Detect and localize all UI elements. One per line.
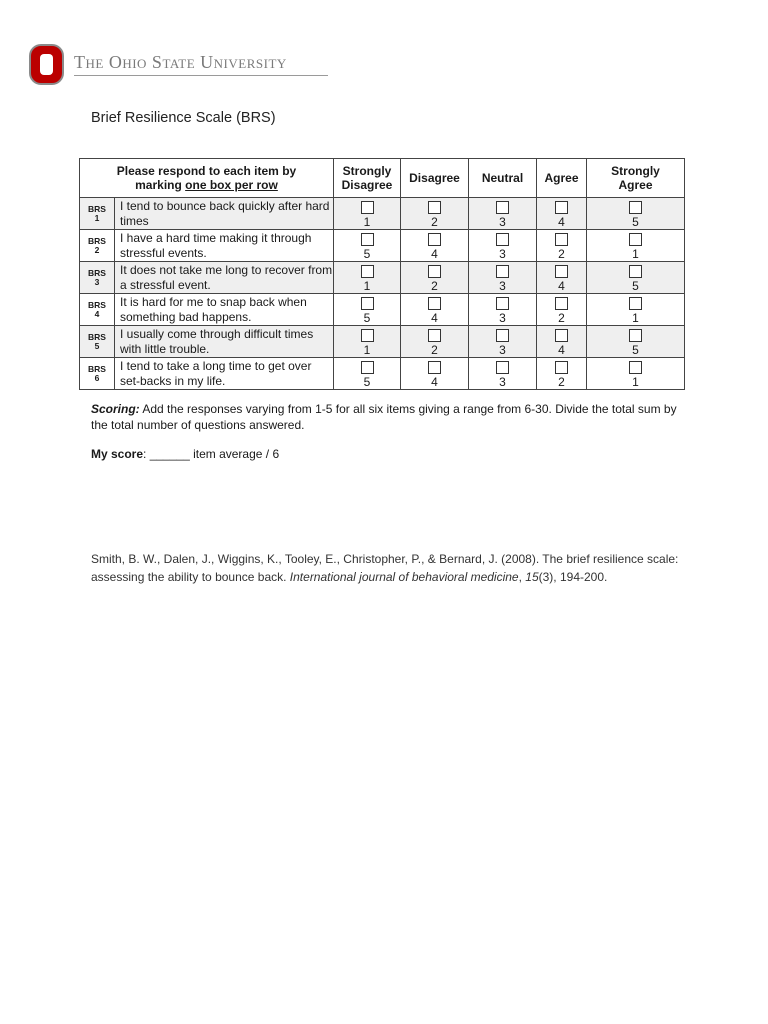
response-score: 4 bbox=[431, 247, 438, 261]
response-option bbox=[537, 198, 587, 230]
response-score: 5 bbox=[632, 343, 639, 357]
response-checkbox[interactable] bbox=[629, 201, 642, 214]
response-checkbox[interactable] bbox=[361, 361, 374, 374]
column-header-disagree: Disagree bbox=[401, 159, 469, 198]
response-score: 5 bbox=[363, 311, 371, 325]
citation-volume: 15 bbox=[525, 570, 539, 584]
brs-table bbox=[79, 158, 685, 390]
response-checkbox[interactable] bbox=[496, 329, 509, 342]
response-score: 4 bbox=[558, 215, 565, 229]
response-checkbox[interactable] bbox=[496, 201, 509, 214]
response-option bbox=[334, 262, 401, 294]
header-rule bbox=[74, 75, 328, 76]
response-option bbox=[401, 262, 469, 294]
response-option bbox=[334, 294, 401, 326]
response-score: 4 bbox=[558, 279, 565, 293]
item-code-label: BRS bbox=[88, 267, 106, 278]
citation-authors: Smith, B. W., Dalen, J., Wiggins, K., Tooley, E., Christopher, P., & Bernard, J. (2008). The brief resilience scale: assessing the ability to bounce back. bbox=[91, 552, 679, 584]
citation bbox=[91, 550, 691, 586]
response-checkbox[interactable] bbox=[496, 265, 509, 278]
response-option bbox=[587, 230, 685, 262]
citation-pages: (3), 194-200. bbox=[538, 570, 608, 584]
item-statement: It is hard for me to snap back when something bad happens. bbox=[115, 294, 334, 326]
response-checkbox[interactable] bbox=[496, 361, 509, 374]
response-checkbox[interactable] bbox=[555, 201, 568, 214]
response-checkbox[interactable] bbox=[629, 297, 642, 310]
item-code bbox=[80, 294, 115, 326]
response-option bbox=[469, 358, 537, 390]
item-code-number: 4 bbox=[94, 308, 100, 319]
response-checkbox[interactable] bbox=[428, 297, 441, 310]
response-score: 2 bbox=[558, 247, 565, 261]
response-option bbox=[401, 198, 469, 230]
response-checkbox[interactable] bbox=[361, 265, 374, 278]
response-checkbox[interactable] bbox=[629, 361, 642, 374]
response-checkbox[interactable] bbox=[428, 329, 441, 342]
item-code-label: BRS bbox=[88, 363, 106, 374]
column-label: Strongly Disagree bbox=[341, 164, 393, 192]
response-checkbox[interactable] bbox=[555, 297, 568, 310]
response-checkbox[interactable] bbox=[555, 233, 568, 246]
response-checkbox[interactable] bbox=[555, 265, 568, 278]
response-score: 3 bbox=[499, 343, 506, 357]
item-code-label: BRS bbox=[88, 235, 106, 246]
item-code-label: BRS bbox=[88, 203, 106, 214]
response-score: 1 bbox=[363, 343, 371, 357]
response-option bbox=[469, 230, 537, 262]
item-code bbox=[80, 230, 115, 262]
response-score: 4 bbox=[431, 311, 438, 325]
response-checkbox[interactable] bbox=[428, 361, 441, 374]
page-title: Brief Resilience Scale (BRS) bbox=[91, 110, 276, 126]
response-score: 2 bbox=[431, 215, 438, 229]
response-option bbox=[334, 326, 401, 358]
item-statement: It does not take me long to recover from a stressful event. bbox=[115, 262, 334, 294]
response-option bbox=[587, 198, 685, 230]
response-option bbox=[401, 358, 469, 390]
response-checkbox[interactable] bbox=[428, 201, 441, 214]
my-score-line bbox=[91, 447, 279, 461]
table-row bbox=[80, 326, 685, 358]
item-code-number: 5 bbox=[94, 340, 100, 351]
citation-separator: , bbox=[518, 570, 526, 584]
response-option bbox=[469, 326, 537, 358]
table-header-row bbox=[80, 159, 685, 198]
response-checkbox[interactable] bbox=[428, 265, 441, 278]
response-option bbox=[537, 262, 587, 294]
response-option bbox=[469, 294, 537, 326]
item-statement: I tend to take a long time to get over set-backs in my life. bbox=[115, 358, 334, 390]
response-checkbox[interactable] bbox=[361, 297, 374, 310]
citation-journal: International journal of behavioral medicine bbox=[289, 570, 519, 584]
response-score: 1 bbox=[363, 279, 371, 293]
response-option bbox=[469, 198, 537, 230]
response-score: 2 bbox=[558, 375, 565, 389]
response-score: 3 bbox=[499, 279, 506, 293]
response-checkbox[interactable] bbox=[555, 361, 568, 374]
item-statement: I have a hard time making it through stressful events. bbox=[115, 230, 334, 262]
instruction-emphasis: one box per row bbox=[185, 178, 278, 192]
item-code-number: 3 bbox=[94, 276, 100, 287]
response-checkbox[interactable] bbox=[361, 233, 374, 246]
response-score: 5 bbox=[363, 375, 371, 389]
response-score: 1 bbox=[363, 215, 371, 229]
instruction-line-2: marking bbox=[135, 178, 186, 192]
response-checkbox[interactable] bbox=[629, 265, 642, 278]
column-label: Strongly Agree bbox=[611, 164, 660, 192]
item-code-number: 1 bbox=[94, 212, 100, 223]
column-header-strongly-agree bbox=[587, 159, 685, 198]
response-option bbox=[587, 358, 685, 390]
item-code-label: BRS bbox=[88, 331, 106, 342]
item-code-number: 6 bbox=[94, 372, 100, 383]
response-checkbox[interactable] bbox=[428, 233, 441, 246]
item-code-number: 2 bbox=[94, 244, 100, 255]
table-row bbox=[80, 262, 685, 294]
response-option bbox=[401, 294, 469, 326]
response-option bbox=[334, 198, 401, 230]
response-checkbox[interactable] bbox=[555, 329, 568, 342]
table-row bbox=[80, 294, 685, 326]
response-option bbox=[537, 358, 587, 390]
response-option bbox=[537, 326, 587, 358]
table-row bbox=[80, 198, 685, 230]
my-score-text: : ______ item average / 6 bbox=[143, 447, 280, 461]
response-score: 1 bbox=[632, 311, 639, 325]
response-checkbox[interactable] bbox=[496, 297, 509, 310]
item-statement: I tend to bounce back quickly after hard times bbox=[115, 198, 334, 230]
response-score: 5 bbox=[632, 279, 639, 293]
response-option bbox=[401, 230, 469, 262]
response-score: 5 bbox=[363, 247, 371, 261]
item-code bbox=[80, 358, 115, 390]
response-score: 1 bbox=[632, 375, 639, 389]
response-option bbox=[537, 230, 587, 262]
scoring-text: Add the responses varying from 1-5 for all six items giving a range from 6-30. Divide the total sum by the total number of questions answered. bbox=[91, 402, 677, 432]
response-score: 4 bbox=[431, 375, 438, 389]
response-score: 3 bbox=[499, 375, 506, 389]
response-option bbox=[587, 326, 685, 358]
item-statement: I usually come through difficult times with little trouble. bbox=[115, 326, 334, 358]
response-score: 3 bbox=[499, 215, 506, 229]
response-score: 2 bbox=[558, 311, 565, 325]
item-code-label: BRS bbox=[88, 299, 106, 310]
scoring-label: Scoring: bbox=[91, 402, 140, 416]
column-header-strongly-disagree bbox=[334, 159, 401, 198]
response-score: 1 bbox=[632, 247, 639, 261]
response-checkbox[interactable] bbox=[361, 329, 374, 342]
response-checkbox[interactable] bbox=[496, 233, 509, 246]
response-option bbox=[334, 358, 401, 390]
response-option bbox=[334, 230, 401, 262]
response-score: 2 bbox=[431, 343, 438, 357]
column-header-agree: Agree bbox=[537, 159, 587, 198]
response-score: 4 bbox=[558, 343, 565, 357]
response-option bbox=[469, 262, 537, 294]
instruction-header bbox=[80, 159, 334, 198]
instruction-line-1: Please respond to each item by bbox=[116, 164, 297, 178]
response-option bbox=[401, 326, 469, 358]
table-row bbox=[80, 230, 685, 262]
table-row bbox=[80, 358, 685, 390]
column-header-neutral: Neutral bbox=[469, 159, 537, 198]
response-checkbox[interactable] bbox=[629, 233, 642, 246]
response-checkbox[interactable] bbox=[361, 201, 374, 214]
response-score: 5 bbox=[632, 215, 639, 229]
block-o-logo-icon bbox=[28, 42, 68, 88]
response-checkbox[interactable] bbox=[629, 329, 642, 342]
university-name: The Ohio State University bbox=[74, 52, 287, 72]
item-code bbox=[80, 262, 115, 294]
my-score-label: My score bbox=[91, 447, 144, 461]
response-score: 3 bbox=[499, 311, 506, 325]
response-option bbox=[537, 294, 587, 326]
response-score: 2 bbox=[431, 279, 438, 293]
item-code bbox=[80, 326, 115, 358]
response-score: 3 bbox=[499, 247, 506, 261]
response-option bbox=[587, 262, 685, 294]
response-option bbox=[587, 294, 685, 326]
item-code bbox=[80, 198, 115, 230]
scoring-instructions bbox=[91, 402, 681, 433]
